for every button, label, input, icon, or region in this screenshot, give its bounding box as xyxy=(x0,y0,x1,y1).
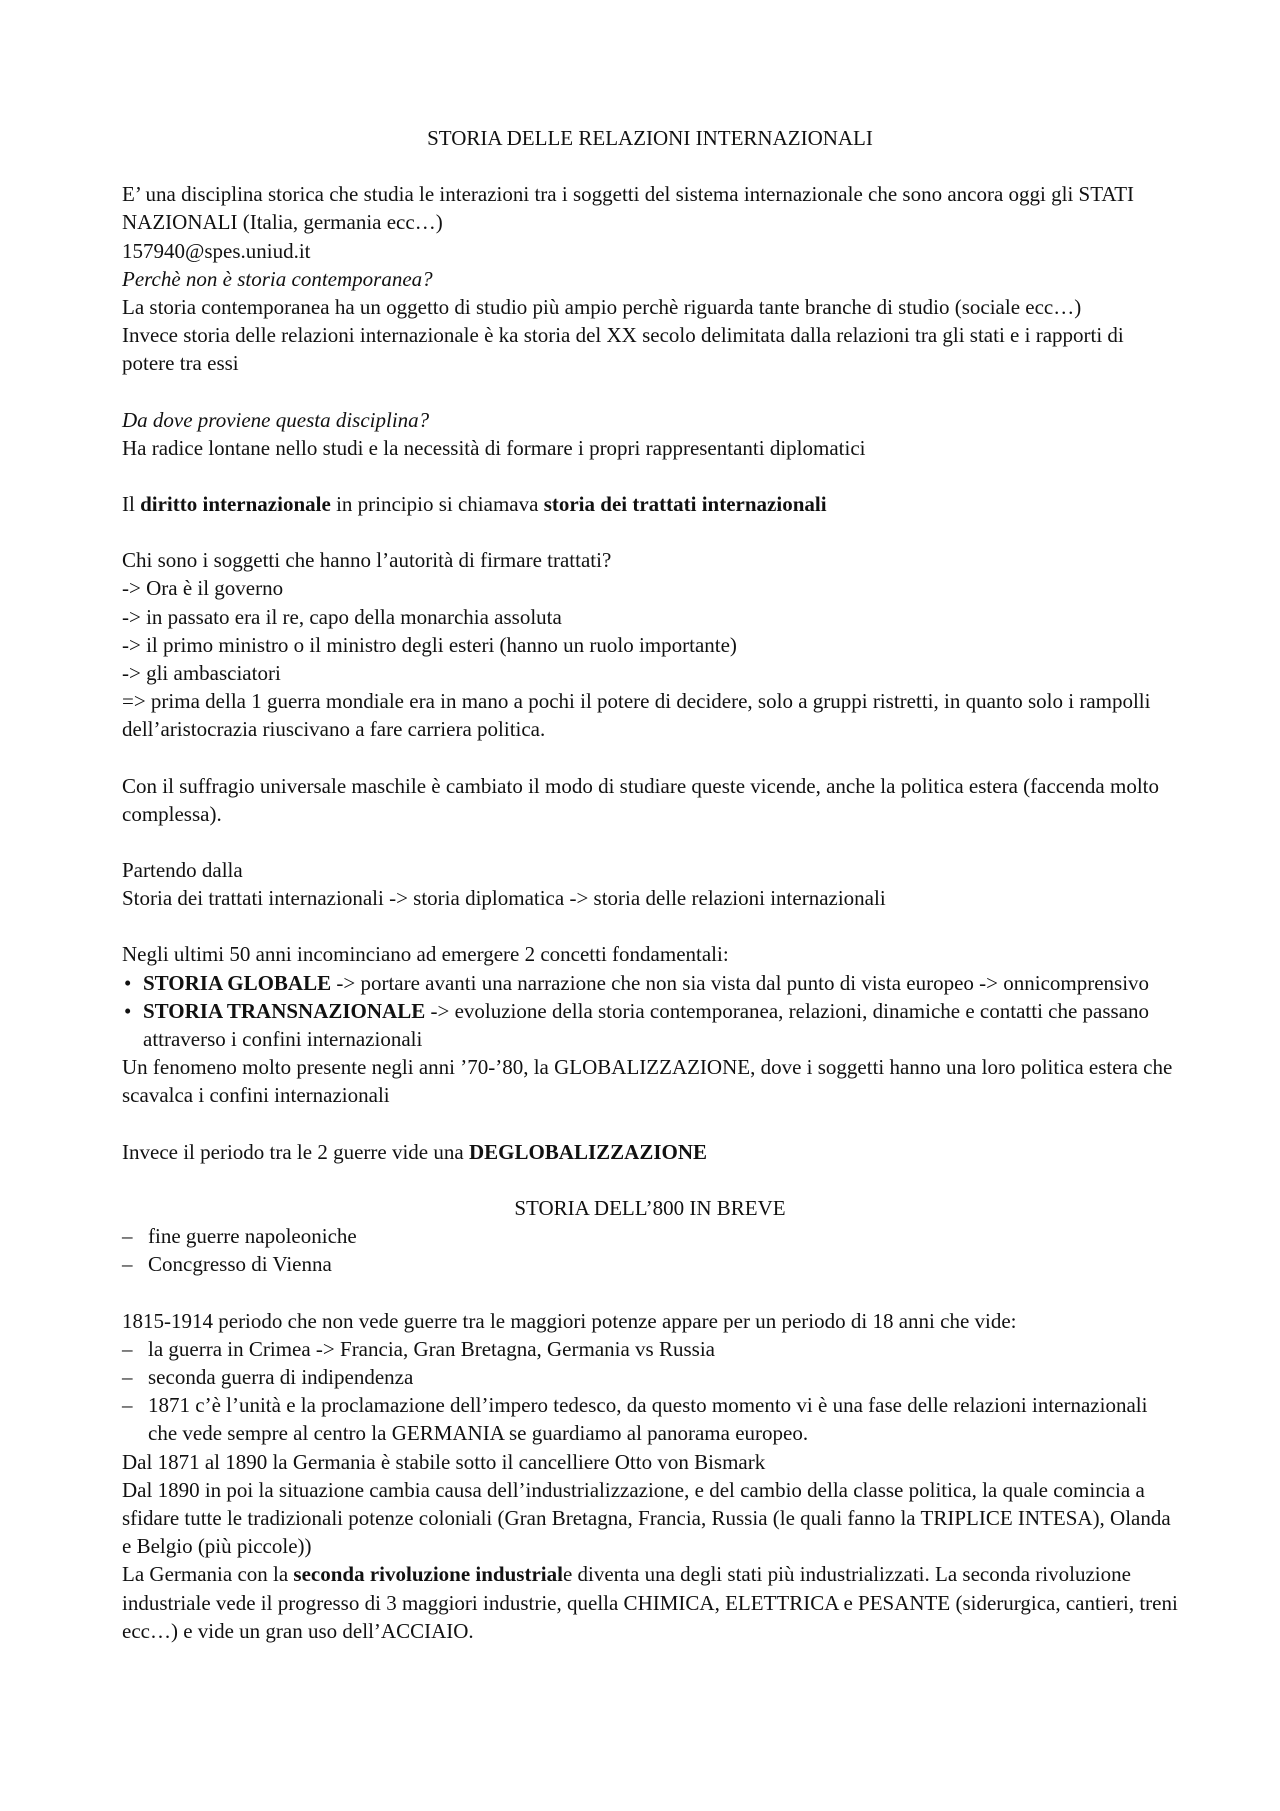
degl-bold: DEGLOBALIZZAZIONE xyxy=(468,1139,708,1164)
diritto-text-1: Il xyxy=(122,492,141,517)
list-item xyxy=(122,997,1178,1053)
concetti-intro: Negli ultimi 50 anni incominciano ad emergere 2 concetti fondamentali: xyxy=(122,942,729,967)
document-body xyxy=(122,124,1178,1645)
degl-text: Invece il periodo tra le 2 guerre vide una xyxy=(122,1139,469,1164)
rivoluzione-text-1: La Germania con la xyxy=(122,1562,294,1587)
diritto-bold-1: diritto internazionale xyxy=(140,492,331,517)
email-line: 157940@spes.uniud.it xyxy=(122,238,311,263)
soggetti-item: -> gli ambasciatori xyxy=(122,661,281,686)
section-heading: STORIA DELL’800 IN BREVE xyxy=(514,1195,786,1220)
answer-relazioni: Invece storia delle relazioni internazionale è ka storia del XX secolo delimitata dalla relazioni tra gli stati e i rapporti di potere tra essi xyxy=(122,323,1124,376)
industrializzazione-paragraph: Dal 1890 in poi la situazione cambia causa dell’industrializzazione, e del cambio della classe politica, la quale comincia a sfidare tutte le tradizionali potenze coloniali (Gran Bretagna, Francia, Russia (le quali fanno la TRIPLICE INTESA), Olanda e Belgio (più piccole)) xyxy=(122,1477,1171,1559)
question-provenienza: Da dove proviene questa disciplina? xyxy=(122,407,430,432)
partendo-line: Partendo dalla xyxy=(122,858,243,883)
list-item xyxy=(122,969,1178,997)
answer-provenienza: Ha radice lontane nello studi e la necessità di formare i propri rappresentanti diplomatici xyxy=(122,435,866,460)
document-title: STORIA DELLE RELAZIONI INTERNAZIONALI xyxy=(427,126,873,150)
concetto-text: -> evoluzione della storia contemporanea, relazioni, dinamiche e contatti che passano attraverso i confini internazionali xyxy=(143,998,1150,1052)
soggetti-item: -> il primo ministro o il ministro degli esteri (hanno un ruolo importante) xyxy=(122,632,737,657)
list-item: – Concgresso di Vienna xyxy=(122,1250,1178,1278)
ottocento-list xyxy=(122,1222,1178,1278)
rivoluzione-bold: seconda rivoluzione industrial xyxy=(293,1562,563,1587)
rivoluzione-paragraph xyxy=(122,1560,1178,1645)
list-item: – 1871 c’è l’unità e la proclamazione dell’impero tedesco, da questo momento vi è una fase delle relazioni internazionali che vede sempre al centro la GERMANIA se guardiamo al panorama europeo. xyxy=(122,1391,1178,1447)
eventi-list xyxy=(122,1335,1178,1448)
list-item: – la guerra in Crimea -> Francia, Gran Bretagna, Germania vs Russia xyxy=(122,1335,1178,1363)
globalizzazione-paragraph: Un fenomeno molto presente negli anni ’70-’80, la GLOBALIZZAZIONE, dove i soggetti hanno una loro politica estera che scavalca i confini internazionali xyxy=(122,1055,1173,1108)
list-item: – fine guerre napoleoniche xyxy=(122,1222,1178,1250)
soggetti-question: Chi sono i soggetti che hanno l’autorità di firmare trattati? xyxy=(122,548,612,573)
concetti-list xyxy=(122,969,1178,1054)
evoluzione-line: Storia dei trattati internazionali -> storia diplomatica -> storia delle relazioni internazionali xyxy=(122,886,886,911)
soggetti-item: -> in passato era il re, capo della monarchia assoluta xyxy=(122,604,562,629)
bismark-paragraph: Dal 1871 al 1890 la Germania è stabile sotto il cancelliere Otto von Bismark xyxy=(122,1449,766,1474)
intro-paragraph: E’ una disciplina storica che studia le interazioni tra i soggetti del sistema internazionale che sono ancora oggi gli STATI NAZIONALI (Italia, germania ecc…) xyxy=(122,182,1135,235)
concetto-term: STORIA TRANSNAZIONALE xyxy=(143,998,426,1023)
suffragio-paragraph: Con il suffragio universale maschile è cambiato il modo di studiare queste vicende, anche la politica estera (faccenda molto complessa). xyxy=(122,773,1159,826)
rivoluzione-text-2: e diventa una degli stati più industrializzati. La seconda rivoluzione industriale vede il progresso di 3 maggiori industrie, quella CHIMICA, ELETTRICA e PESANTE (siderurgica, cantieri, treni ecc…) e vide un gran uso dell’ACCIAIO. xyxy=(122,1562,1178,1643)
soggetti-item: -> Ora è il governo xyxy=(122,576,284,601)
list-item: – seconda guerra di indipendenza xyxy=(122,1363,1178,1391)
diritto-paragraph xyxy=(122,490,1178,518)
diritto-text-2: in principio si chiamava xyxy=(330,492,544,517)
periodo-paragraph: 1815-1914 periodo che non vede guerre tra le maggiori potenze appare per un periodo di 18 anni che vide: xyxy=(122,1308,1017,1333)
answer-contemporanea: La storia contemporanea ha un oggetto di studio più ampio perchè riguarda tante branche di studio (sociale ecc…) xyxy=(122,295,1082,320)
question-contemporanea: Perchè non è storia contemporanea? xyxy=(122,266,433,291)
concetto-text: -> portare avanti una narrazione che non sia vista dal punto di vista europeo -> onnicomprensivo xyxy=(331,970,1150,995)
concetto-term: STORIA GLOBALE xyxy=(143,970,332,995)
diritto-bold-2: storia dei trattati internazionali xyxy=(543,492,827,517)
soggetti-conclusion: => prima della 1 guerra mondiale era in mano a pochi il potere di decidere, solo a gruppi ristretti, in quanto solo i rampolli dell’aristocrazia riuscivano a fare carriera politica. xyxy=(122,689,1151,742)
deglobalizzazione-paragraph xyxy=(122,1138,1178,1166)
